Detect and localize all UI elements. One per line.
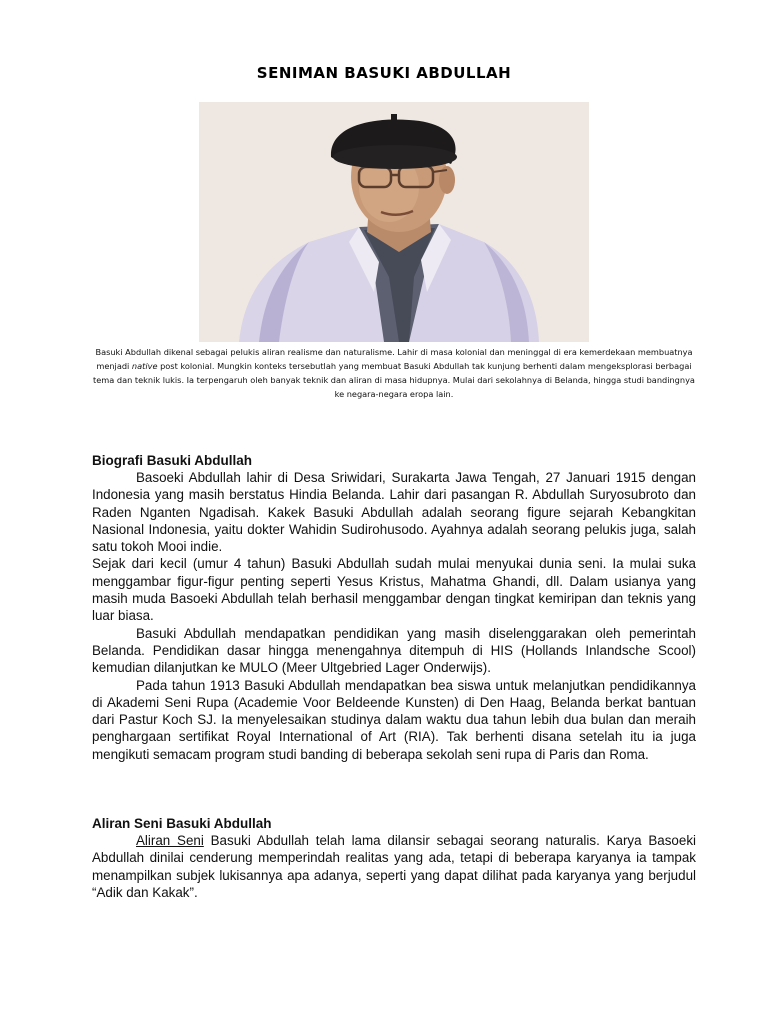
portrait-image — [199, 102, 589, 342]
aliran-section — [92, 815, 696, 901]
aliran-seni-link[interactable]: Aliran Seni — [136, 833, 204, 848]
caption-text-2: post kolonial. Mungkin konteks tersebutlah yang membuat Basuki Abdullah tak kunjung berhenti dalam mengeksplorasi berbagai tema dan teknik lukis. Ia terpengaruh oleh banyak teknik dan aliran di masa hidupnya. Mulai dari sekolahnya di Belanda, hingga studi bandingnya ke negara-negara eropa lain. — [93, 361, 695, 399]
biografi-paragraph-1: Basoeki Abdullah lahir di Desa Sriwidari, Surakarta Jawa Tengah, 27 Januari 1915 dengan Indonesia yang masih berstatus Hindia Belanda. Lahir dari pasangan R. Abdullah Suryosubroto dan Raden Nganten Ngadisah. Kakek Basuki Abdullah adalah seorang figure sejarah Kebangkitan Nasional Indonesia, yaitu dokter Wahidin Sudirohusodo. Ayahnya adalah seorang pelukis juga, salah satu tokoh Mooi indie. — [92, 470, 696, 555]
aliran-paragraph — [92, 832, 696, 901]
caption-italic: native — [131, 361, 158, 371]
biografi-section — [92, 452, 696, 763]
page-title: SENIMAN BASUKI ABDULLAH — [256, 64, 512, 82]
biografi-heading: Biografi Basuki Abdullah — [92, 453, 253, 468]
aliran-heading: Aliran Seni Basuki Abdullah — [92, 816, 272, 831]
image-caption — [90, 345, 698, 401]
caption-text-1: Basuki Abdullah dikenal sebagai pelukis aliran realisme dan naturalisme. Lahir di masa kolonial dan meninggal di era kemerdekaan membuatnya menjadi — [95, 347, 693, 371]
biografi-paragraph-2: Sejak dari kecil (umur 4 tahun) Basuki Abdullah sudah mulai menyukai dunia seni. Ia mulai suka menggambar figur-figur penting seperti Yesus Kristus, Mahatma Ghandi, dll. Dalam usianya yang masih muda Basoeki Abdullah telah berhasil menggambar dengan tingkat kemiripan dan teknis yang luar biasa. — [92, 556, 696, 624]
biografi-paragraph-3: Basuki Abdullah mendapatkan pendidikan yang masih diselenggarakan oleh pemerintah Belanda. Pendidikan dasar hingga menengahnya ditempuh di HIS (Hollands Inlandsche Scool) kemudian dilanjutkan ke MULO (Meer Ultgebried Lager Onderwijs). — [92, 625, 696, 676]
aliran-text: Basuki Abdullah telah lama dilansir sebagai seorang naturalis. Karya Basoeki Abdullah dinilai cenderung memperindah realitas yang ada, tetapi di beberapa karyanya ia tampak menampilkan subjek lukisannya apa adanya, seperti yang dapat dilihat pada karyanya yang berjudul “Adik dan Kakak”. — [92, 833, 696, 900]
biografi-paragraph-4: Pada tahun 1913 Basuki Abdullah mendapatkan bea siswa untuk melanjutkan pendidikannya di Akademi Seni Rupa (Academie Voor Beldeende Kunsten) di Den Haag, Belanda berkat bantuan dari Pastur Koch SJ. Ia menyelesaikan studinya dalam waktu dua tahun lebih dua bulan dan meraih penghargaan sertifikat Royal International of Art (RIA). Tak berhenti disana setelah itu ia juga mengikuti semacam program studi banding di beberapa sekolah seni rupa di Paris dan Roma. — [92, 677, 696, 762]
